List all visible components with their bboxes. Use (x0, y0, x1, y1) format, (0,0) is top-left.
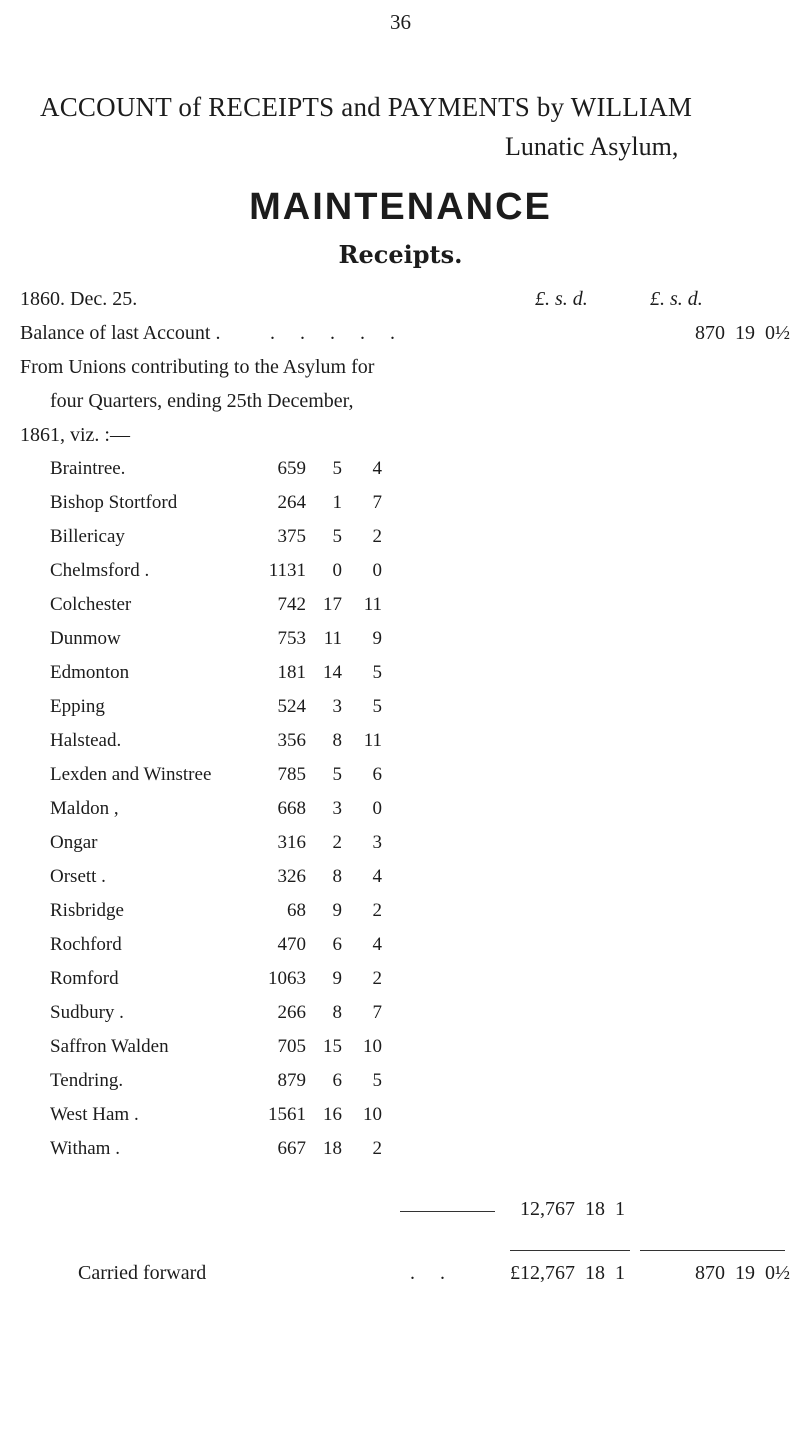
union-pounds: 1561 (268, 1104, 306, 1125)
union-shillings: 1 (332, 492, 342, 513)
union-shillings: 8 (332, 866, 342, 887)
union-row (0, 866, 801, 900)
union-pounds: 1131 (268, 560, 306, 581)
union-pounds: 667 (277, 1138, 306, 1159)
union-name: Dunmow (50, 628, 121, 649)
union-shillings: 9 (332, 968, 342, 989)
union-pounds: 659 (277, 458, 306, 479)
union-pounds: 742 (277, 594, 306, 615)
union-row (0, 832, 801, 866)
union-name: Epping (50, 696, 105, 717)
union-name: Witham . (50, 1138, 120, 1159)
total-rule-1 (510, 1250, 630, 1251)
union-pence: 3 (372, 832, 382, 853)
union-row (0, 1070, 801, 1104)
union-shillings: 5 (332, 526, 342, 547)
unions-total: 12,767 18 1 (520, 1198, 625, 1220)
union-pence: 5 (372, 662, 382, 683)
union-shillings: 0 (332, 560, 342, 581)
union-row (0, 1036, 801, 1070)
union-row (0, 1002, 801, 1036)
union-pounds: 785 (277, 764, 306, 785)
title-line-1: ACCOUNT of RECEIPTS and PAYMENTS by WILLIAM (40, 92, 693, 122)
carried-forward-label: Carried forward (78, 1262, 207, 1284)
union-row (0, 798, 801, 832)
union-shillings: 18 (323, 1138, 342, 1159)
unions-intro-line-1: From Unions contributing to the Asylum for (20, 356, 375, 378)
union-name: Romford (50, 968, 119, 989)
union-pounds: 316 (277, 832, 306, 853)
union-pence: 5 (372, 1070, 382, 1091)
union-pounds: 1063 (268, 968, 306, 989)
column-header-1: £. s. d. (535, 288, 588, 310)
union-pounds: 753 (277, 628, 306, 649)
union-shillings: 5 (332, 458, 342, 479)
union-pounds: 181 (277, 662, 306, 683)
union-pence: 2 (372, 968, 382, 989)
union-row (0, 526, 801, 560)
union-pounds: 375 (277, 526, 306, 547)
union-name: Lexden and Winstree (50, 764, 212, 785)
union-pence: 2 (372, 526, 382, 547)
union-pounds: 668 (277, 798, 306, 819)
union-row (0, 900, 801, 934)
union-pounds: 356 (277, 730, 306, 751)
union-shillings: 2 (332, 832, 342, 853)
union-pence: 9 (372, 628, 382, 649)
section-heading: MAINTENANCE (249, 186, 552, 228)
union-row (0, 764, 801, 798)
union-pounds: 470 (277, 934, 306, 955)
balance-leader-dots: . . . . . (270, 322, 395, 344)
union-name: Colchester (50, 594, 132, 615)
union-pence: 4 (372, 458, 382, 479)
union-name: Braintree. (50, 458, 126, 479)
union-shillings: 14 (323, 662, 342, 683)
union-pounds: 879 (277, 1070, 306, 1091)
title-line-2: Lunatic Asylum, (505, 132, 679, 161)
union-name: Rochford (50, 934, 122, 955)
union-pounds: 68 (287, 900, 306, 921)
union-pence: 5 (372, 696, 382, 717)
union-name: West Ham . (50, 1104, 139, 1125)
page-number: 36 (390, 10, 411, 34)
union-row (0, 1104, 801, 1138)
union-row (0, 968, 801, 1002)
union-pence: 4 (372, 866, 382, 887)
balance-amount: 870 19 0½ (695, 322, 790, 344)
unions-intro-line-2: four Quarters, ending 25th December, (50, 390, 354, 412)
carried-forward-leader-dots: . . (410, 1262, 445, 1284)
union-row (0, 934, 801, 968)
union-shillings: 6 (332, 1070, 342, 1091)
union-name: Saffron Walden (50, 1036, 169, 1057)
union-name: Tendring. (50, 1070, 124, 1091)
union-row (0, 1138, 801, 1172)
union-shillings: 8 (332, 1002, 342, 1023)
column-header-2: £. s. d. (650, 288, 703, 310)
union-name: Billericay (50, 526, 125, 547)
union-shillings: 9 (332, 900, 342, 921)
union-shillings: 11 (323, 628, 342, 649)
union-name: Bishop Stortford (50, 492, 178, 513)
union-row (0, 696, 801, 730)
union-shillings: 3 (332, 798, 342, 819)
balance-label: Balance of last Account . (20, 322, 221, 344)
union-name: Ongar (50, 832, 98, 853)
union-shillings: 5 (332, 764, 342, 785)
date-line: 1860. Dec. 25. (20, 288, 138, 310)
union-name: Risbridge (50, 900, 124, 921)
unions-intro-line-3: 1861, viz. :— (20, 424, 130, 446)
union-row (0, 560, 801, 594)
union-shillings: 3 (332, 696, 342, 717)
union-pence: 6 (372, 764, 382, 785)
union-pence: 0 (372, 798, 382, 819)
union-shillings: 17 (323, 594, 342, 615)
union-pence: 11 (363, 730, 382, 751)
union-shillings: 6 (332, 934, 342, 955)
union-pounds: 266 (277, 1002, 306, 1023)
union-pounds: 264 (277, 492, 306, 513)
total-rule-2 (640, 1250, 785, 1251)
union-name: Chelmsford . (50, 560, 150, 581)
carried-forward-amount-1: £12,767 18 1 (510, 1262, 625, 1284)
union-pounds: 524 (277, 696, 306, 717)
union-row (0, 492, 801, 526)
union-pence: 11 (363, 594, 382, 615)
subsection-heading: Receipts. (338, 240, 463, 269)
union-pence: 10 (363, 1036, 382, 1057)
union-pence: 2 (372, 900, 382, 921)
union-pence: 4 (372, 934, 382, 955)
union-pence: 0 (372, 560, 382, 581)
union-row (0, 628, 801, 662)
union-shillings: 16 (323, 1104, 342, 1125)
union-row (0, 662, 801, 696)
union-row (0, 594, 801, 628)
union-pounds: 326 (277, 866, 306, 887)
union-name: Edmonton (50, 662, 130, 683)
union-shillings: 8 (332, 730, 342, 751)
union-shillings: 15 (323, 1036, 342, 1057)
union-pence: 10 (363, 1104, 382, 1125)
union-name: Halstead. (50, 730, 122, 751)
carried-forward-amount-2: 870 19 0½ (695, 1262, 790, 1284)
union-name: Sudbury . (50, 1002, 124, 1023)
union-pence: 7 (372, 1002, 382, 1023)
union-row (0, 458, 801, 492)
union-pounds: 705 (277, 1036, 306, 1057)
union-pence: 7 (372, 492, 382, 513)
union-name: Orsett . (50, 866, 106, 887)
union-row (0, 730, 801, 764)
union-name: Maldon , (50, 798, 119, 819)
union-pence: 2 (372, 1138, 382, 1159)
